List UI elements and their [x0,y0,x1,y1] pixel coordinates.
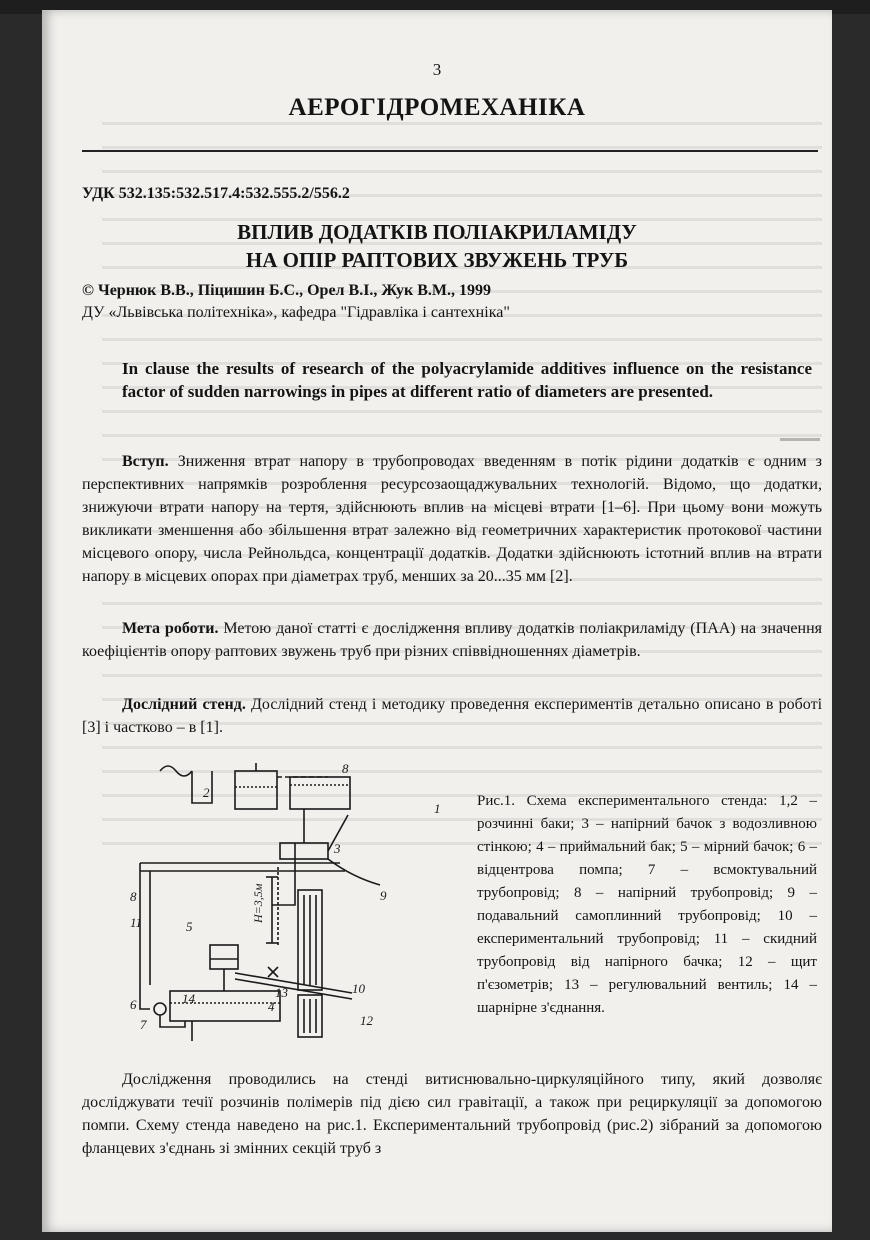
aim-text: Метою даної статті є дослідження впливу додатків поліакриламіду (ПАА) на значення коефіцієнтів опору раптових звужень труб при різних співвідношеннях діаметрів. [82,620,823,660]
figure-label-2: 2 [203,785,210,800]
section-title: АЕРОГІДРОМЕХАНІКА [288,94,586,121]
aim-heading: Мета роботи. [122,620,219,637]
affiliation: ДУ «Львівська політехніка», кафедра "Гідравліка і сантехніка" [82,304,510,321]
stand-paragraph [82,693,822,739]
article-title-line-2: НА ОПІР РАПТОВИХ ЗВУЖЕНЬ ТРУБ [245,248,629,272]
page-number: 3 [432,60,442,79]
authors: © Чернюк В.В., Піцишин Б.С., Орел В.І., Жук В.М., 1999 [82,282,492,299]
stand-text: Дослідний стенд і методику проведення експериментів детально описано в роботі [3] і частково – в [1]. [82,696,823,736]
udk-code: УДК 532.135:532.517.4:532.555.2/556.2 [82,185,350,202]
figure-label-5: 5 [186,919,193,934]
stand-schematic-figure [90,755,460,1045]
figure-label-6: 6 [130,997,137,1012]
figure-label-7: 7 [140,1017,147,1032]
document-page [42,10,832,1232]
figure-label-10: 10 [352,981,365,996]
aim-paragraph [82,617,822,663]
figure-label-13: 13 [275,985,288,1000]
intro-text: Зниження втрат напору в трубопроводах введенням в потік рідини додатків є одним з перспективних напрямків розроблення ресурсозаощаджувальних технологій. Відомо, що додатки, знижуючи втрати напору на тертя, здійснюють вплив на місцеві втрати [1–6]. При цьому вони можуть викликати зменшення або збільшення втрат залежно від геометричних характеристик протокової частини місцевого опору, числа Рейнольдса, концентрації додатків. Додатки здійснюють істотний вплив на втрати напору в місцевих опорах при діаметрах труб, менших за 20...35 мм [2]. [82,453,823,585]
figure-label-9: 9 [380,888,387,903]
ink-mark [780,438,820,441]
figure-label-12: 12 [360,1013,373,1028]
stand-heading: Дослідний стенд. [122,696,246,713]
abstract: In clause the results of research of the polyacrylamide additives influence on the resistance factor of sudden narrowings in pipes at different ratio of diameters are presented. [122,359,812,401]
intro-paragraph [82,450,822,588]
closing-paragraph: Дослідження проводились на стенді витиснювально-циркуляційного типу, який дозволяє досліджувати течії розчинів полімерів під дією сил гравітації, а також при рециркуляції за допомогою помпи. Схему стенда наведено на рис.1. Експериментальний трубопровід (рис.2) зібраний за допомогою фланцевих з'єднань зі змінних секцій труб з [82,1071,822,1157]
section-divider [82,150,818,152]
intro-heading: Вступ. [122,453,169,470]
figure-label-3: 3 [334,841,341,856]
article-title-line-1: ВПЛИВ ДОДАТКІВ ПОЛІАКРИЛАМІДУ [237,220,637,244]
figure-label-1: 1 [434,801,441,816]
figure-label-8: 8 [342,761,349,776]
article-title [42,218,832,274]
figure-label-11: 11 [130,915,143,930]
figure-label-4: 4 [268,999,275,1014]
figure-label-8b: 8 [130,889,137,904]
figure-caption: Рис.1. Схема експериментального стенда: 1,2 – розчинні баки; 3 – напірний бачок з водозливною стінкою; 4 – приймальний бак; 5 – мірний бачок; 6 – відцентрова помпа; 7 – всмоктувальний трубопровід; 8 – напірний трубопровід; 9 – подавальний самоплинний трубопровід; 10 – експериментальний трубопровід; 11 – скидний трубопровід від напірного бачка; 12 – щит п'єзометрів; 13 – регулювальний вентиль; 14 – шарнірне з'єднання. [477,793,817,1016]
height-label: H=3,5м [251,883,265,923]
figure-label-14: 14 [182,991,195,1006]
